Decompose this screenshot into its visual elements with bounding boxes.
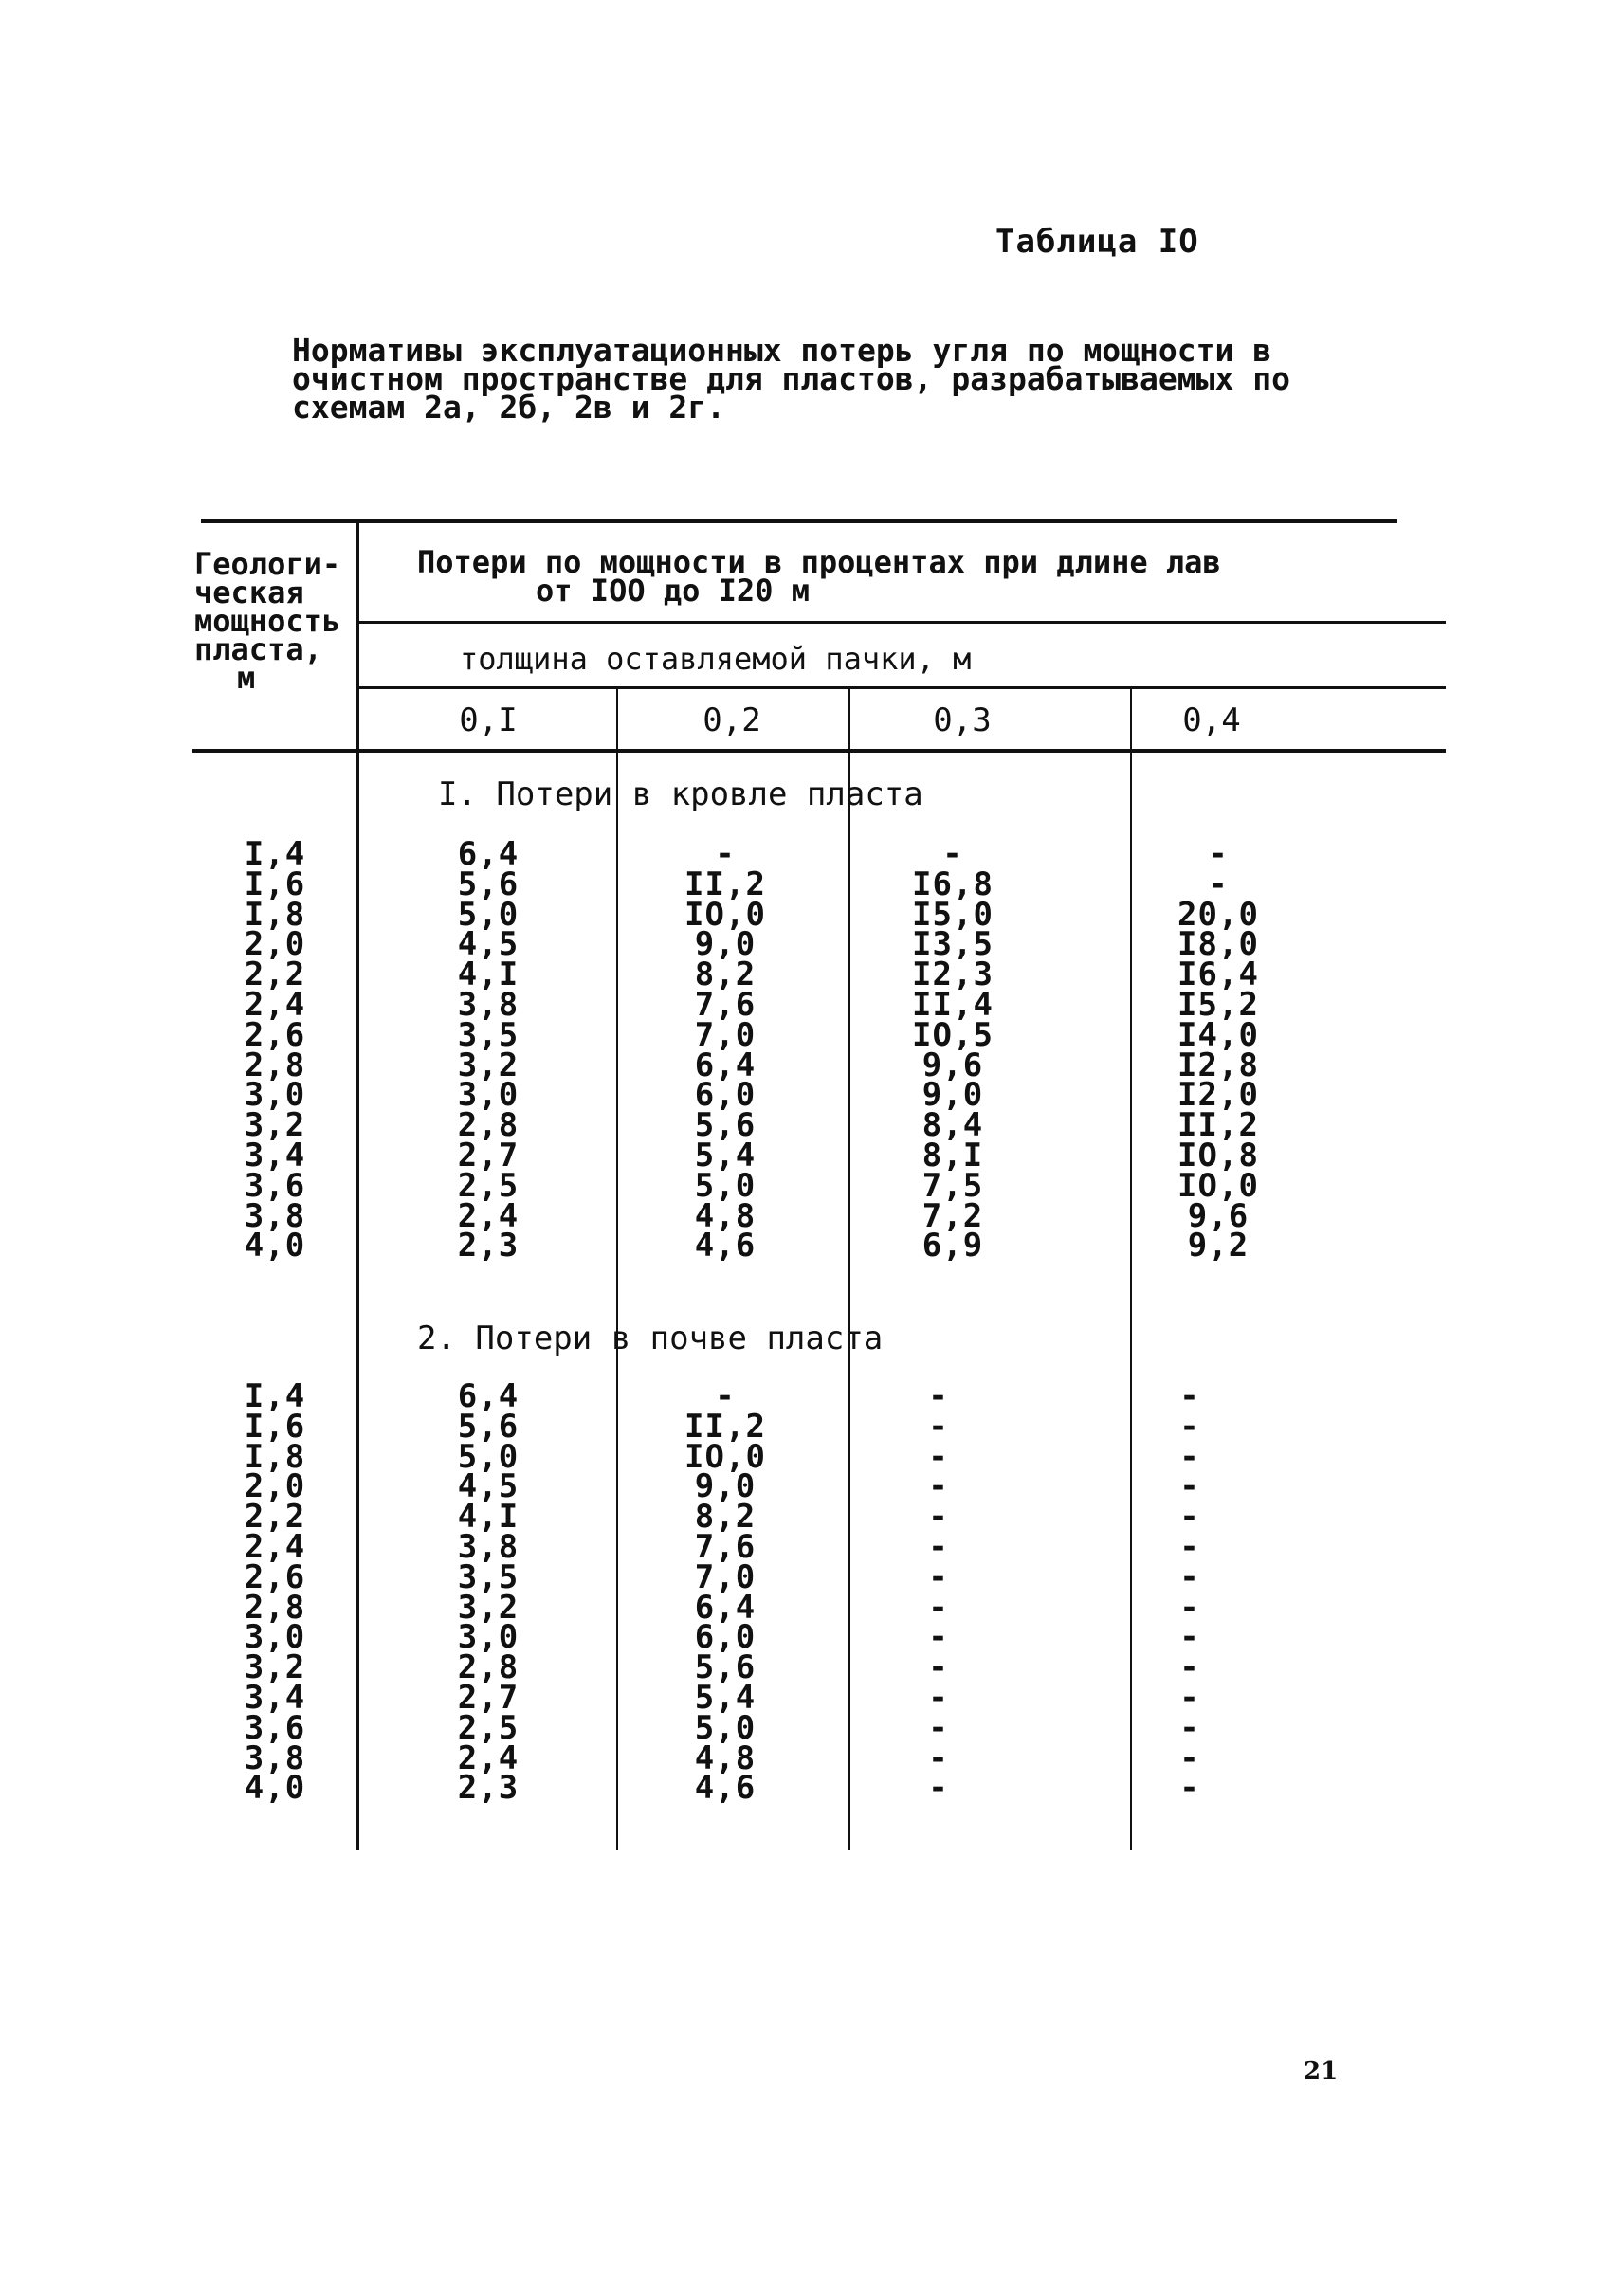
table-cell: 4,8 — [694, 1196, 757, 1235]
table-cell: - — [1179, 1498, 1200, 1537]
table-cell: 4,6 — [694, 1769, 757, 1808]
table-cell: 3,8 — [244, 1196, 306, 1235]
column-header-0-2: 0,2 — [703, 701, 761, 739]
table-cell: 2,6 — [244, 1015, 306, 1054]
table-cell: - — [928, 1678, 949, 1717]
table-cell: - — [928, 1739, 949, 1777]
caption-line: схемам 2а, 2б, 2в и 2г. — [292, 389, 725, 426]
table-cell: II,2 — [684, 865, 766, 903]
table-cell: 4,5 — [457, 925, 520, 964]
table-cell: 2,8 — [457, 1648, 520, 1687]
table-cell: I,8 — [244, 895, 306, 934]
table-cell: 2,8 — [244, 1588, 306, 1627]
caption-line: очистном пространстве для пластов, разрабатываемых по — [292, 360, 1290, 397]
table-cell: I2,0 — [1177, 1076, 1259, 1115]
header-layer-thickness: толщина оставляемой пачки, м — [460, 641, 972, 677]
table-cell: - — [928, 1527, 949, 1566]
table-cell: 2,7 — [457, 1678, 520, 1717]
table-cell: 2,8 — [244, 1046, 306, 1084]
table-cell: 7,2 — [921, 1196, 984, 1235]
table-cell: 6,0 — [694, 1618, 757, 1657]
section-floor-column-0-1 — [427, 1377, 550, 1808]
table-caption — [292, 332, 1354, 426]
table-cell: 7,5 — [921, 1166, 984, 1205]
table-cell: 7,0 — [694, 1557, 757, 1596]
table-cell: - — [928, 1498, 949, 1537]
table-cell: II,2 — [684, 1407, 766, 1446]
table-cell: I,6 — [244, 1407, 306, 1446]
table-cell: I,4 — [244, 835, 306, 873]
section-roof-thickness-column — [218, 835, 332, 1265]
table-cell: 6,4 — [694, 1046, 757, 1084]
header-left-line: м — [237, 660, 256, 696]
table-cell: - — [1179, 1407, 1200, 1446]
table-cell: IO,0 — [684, 1437, 766, 1476]
header-left-line: Геологи- — [194, 546, 341, 582]
table-cell: - — [928, 1437, 949, 1476]
table-cell: 8,2 — [694, 956, 757, 994]
table-cell: I5,0 — [912, 895, 994, 934]
table-cell: 5,4 — [694, 1136, 757, 1174]
header-main-line: от IOO до I20 м — [536, 573, 810, 609]
table-cell: - — [928, 1588, 949, 1627]
table-cell: 5,0 — [457, 1437, 520, 1476]
table-cell: I2,8 — [1177, 1046, 1259, 1084]
table-cell: 3,0 — [244, 1618, 306, 1657]
table-cell: - — [1179, 1588, 1200, 1627]
table-cell: 6,9 — [921, 1227, 984, 1265]
table-cell: 3,8 — [457, 1527, 520, 1566]
table-cell: - — [1179, 1377, 1200, 1415]
table-cell: 4,I — [457, 1498, 520, 1537]
vertical-rule-col3 — [848, 689, 850, 1850]
table-cell: 5,6 — [457, 1407, 520, 1446]
table-cell: 8,I — [921, 1136, 984, 1174]
table-cell: - — [928, 1377, 949, 1415]
table-cell: IO,5 — [912, 1015, 994, 1054]
table-cell: 3,5 — [457, 1557, 520, 1596]
table-cell: 3,2 — [244, 1106, 306, 1145]
table-cell: IO,0 — [1177, 1166, 1259, 1205]
table-cell: - — [1179, 1437, 1200, 1476]
section-floor-column-0-3 — [882, 1377, 995, 1808]
table-cell: 9,0 — [694, 1467, 757, 1506]
table-cell: 2,4 — [457, 1196, 520, 1235]
table-cell: 4,5 — [457, 1467, 520, 1506]
table-cell: 9,6 — [921, 1046, 984, 1084]
table-cell: - — [1179, 1467, 1200, 1506]
table-cell: - — [1179, 1557, 1200, 1596]
table-cell: 3,6 — [244, 1166, 306, 1205]
table-cell: 5,6 — [694, 1648, 757, 1687]
table-cell: - — [928, 1708, 949, 1747]
table-cell: 2,4 — [457, 1739, 520, 1777]
table-cell: - — [1179, 1708, 1200, 1747]
section-floor-column-0-4 — [1133, 1377, 1247, 1808]
table-cell: - — [928, 1467, 949, 1506]
table-cell: 7,6 — [694, 1527, 757, 1566]
table-cell: 3,0 — [244, 1076, 306, 1115]
table-cell: 9,6 — [1187, 1196, 1250, 1235]
table-cell: 2,4 — [244, 985, 306, 1024]
table-cell: 4,6 — [694, 1227, 757, 1265]
table-cell: 8,2 — [694, 1498, 757, 1537]
table-cell: 2,2 — [244, 956, 306, 994]
table-cell: 2,7 — [457, 1136, 520, 1174]
vertical-rule-col4 — [1130, 689, 1132, 1850]
section-floor-column-0-2 — [654, 1377, 796, 1808]
table-cell: 2,4 — [244, 1527, 306, 1566]
table-cell: 2,2 — [244, 1498, 306, 1537]
header-losses-label — [417, 544, 1221, 609]
table-cell: - — [715, 835, 736, 873]
column-header-0-1: 0,I — [459, 701, 518, 739]
table-cell: - — [1179, 1739, 1200, 1777]
table-cell: 6,0 — [694, 1076, 757, 1115]
section-roof-column-0-2 — [654, 835, 796, 1265]
table-cell: 3,2 — [457, 1588, 520, 1627]
section-roof-column-0-4 — [1147, 835, 1289, 1265]
header-left-line: ческая — [194, 574, 304, 610]
section-roof-column-0-3 — [882, 835, 1024, 1265]
table-cell: 3,0 — [457, 1618, 520, 1657]
table-cell: 3,8 — [244, 1739, 306, 1777]
table-cell: 5,6 — [457, 865, 520, 903]
column-header-0-3: 0,3 — [933, 701, 992, 739]
table-cell: - — [1179, 1769, 1200, 1808]
section-roof-column-0-1 — [427, 835, 550, 1265]
table-cell: - — [1179, 1618, 1200, 1657]
table-cell: 6,4 — [694, 1588, 757, 1627]
table-cell: 6,4 — [457, 1377, 520, 1415]
table-cell: 3,4 — [244, 1678, 306, 1717]
table-cell: 3,2 — [457, 1046, 520, 1084]
table-cell: 2,5 — [457, 1708, 520, 1747]
table-cell: 4,0 — [244, 1769, 306, 1808]
vertical-rule-col2 — [616, 689, 618, 1850]
header-divider-1 — [358, 621, 1446, 624]
table-cell: - — [942, 835, 963, 873]
table-cell: - — [928, 1769, 949, 1808]
table-cell: I8,0 — [1177, 925, 1259, 964]
table-cell: 5,0 — [694, 1166, 757, 1205]
page-number: 21 — [1304, 2057, 1339, 2085]
table-cell: 2,5 — [457, 1166, 520, 1205]
table-cell: 2,3 — [457, 1769, 520, 1808]
caption-line: Нормативы эксплуатационных потерь угля по мощности в — [292, 332, 1272, 369]
header-divider-2 — [358, 686, 1446, 689]
table-cell: II,4 — [912, 985, 994, 1024]
table-cell: I6,4 — [1177, 956, 1259, 994]
table-cell: 4,I — [457, 956, 520, 994]
table-cell: 9,2 — [1187, 1227, 1250, 1265]
table-cell: 2,0 — [244, 925, 306, 964]
header-bottom-rule — [192, 749, 1446, 753]
table-cell: 5,0 — [457, 895, 520, 934]
table-cell: 4,0 — [244, 1227, 306, 1265]
table-cell: II,2 — [1177, 1106, 1259, 1145]
section-title-roof: I. Потери в кровле пласта — [438, 775, 923, 813]
table-cell: I,4 — [244, 1377, 306, 1415]
section-floor-thickness-column — [218, 1377, 332, 1808]
table-cell: IO,0 — [684, 895, 766, 934]
table-cell: - — [715, 1377, 736, 1415]
table-cell: - — [928, 1407, 949, 1446]
table-cell: - — [1179, 1648, 1200, 1687]
table-cell: - — [1208, 865, 1229, 903]
table-number-label: Таблица IO — [995, 223, 1199, 261]
table-cell: I5,2 — [1177, 985, 1259, 1024]
table-cell: I,6 — [244, 865, 306, 903]
table-cell: - — [1208, 835, 1229, 873]
table-cell: I,8 — [244, 1437, 306, 1476]
table-cell: - — [928, 1557, 949, 1596]
table-cell: 5,6 — [694, 1106, 757, 1145]
table-cell: 7,6 — [694, 985, 757, 1024]
table-cell: - — [928, 1648, 949, 1687]
table-cell: I6,8 — [912, 865, 994, 903]
table-cell: 2,8 — [457, 1106, 520, 1145]
header-thickness-label — [194, 546, 360, 696]
header-left-line: пласта, — [194, 631, 322, 667]
vertical-rule-left — [356, 523, 359, 1850]
table-cell: I4,0 — [1177, 1015, 1259, 1054]
table-cell: 20,0 — [1177, 895, 1259, 934]
table-cell: 9,0 — [921, 1076, 984, 1115]
table-cell: 3,2 — [244, 1648, 306, 1687]
table-cell: IO,8 — [1177, 1136, 1259, 1174]
header-left-line: мощность — [194, 603, 341, 639]
header-main-line: Потери по мощности в процентах при длине лав — [417, 544, 1221, 580]
table-top-rule — [201, 519, 1397, 523]
section-title-floor: 2. Потери в почве пласта — [417, 1320, 884, 1357]
table-cell: 7,0 — [694, 1015, 757, 1054]
table-cell: - — [1179, 1678, 1200, 1717]
table-cell: 3,5 — [457, 1015, 520, 1054]
table-cell: 4,8 — [694, 1739, 757, 1777]
table-cell: - — [1179, 1527, 1200, 1566]
table-cell: 5,4 — [694, 1678, 757, 1717]
table-cell: 6,4 — [457, 835, 520, 873]
table-cell: I2,3 — [912, 956, 994, 994]
table-cell: 3,4 — [244, 1136, 306, 1174]
table-cell: 2,6 — [244, 1557, 306, 1596]
table-cell: 3,8 — [457, 985, 520, 1024]
table-cell: 3,6 — [244, 1708, 306, 1747]
table-cell: 5,0 — [694, 1708, 757, 1747]
table-cell: 9,0 — [694, 925, 757, 964]
table-cell: I3,5 — [912, 925, 994, 964]
table-cell: 2,3 — [457, 1227, 520, 1265]
table-cell: 3,0 — [457, 1076, 520, 1115]
table-cell: 2,0 — [244, 1467, 306, 1506]
column-header-0-4: 0,4 — [1182, 701, 1241, 739]
table-cell: 8,4 — [921, 1106, 984, 1145]
table-cell: - — [928, 1618, 949, 1657]
